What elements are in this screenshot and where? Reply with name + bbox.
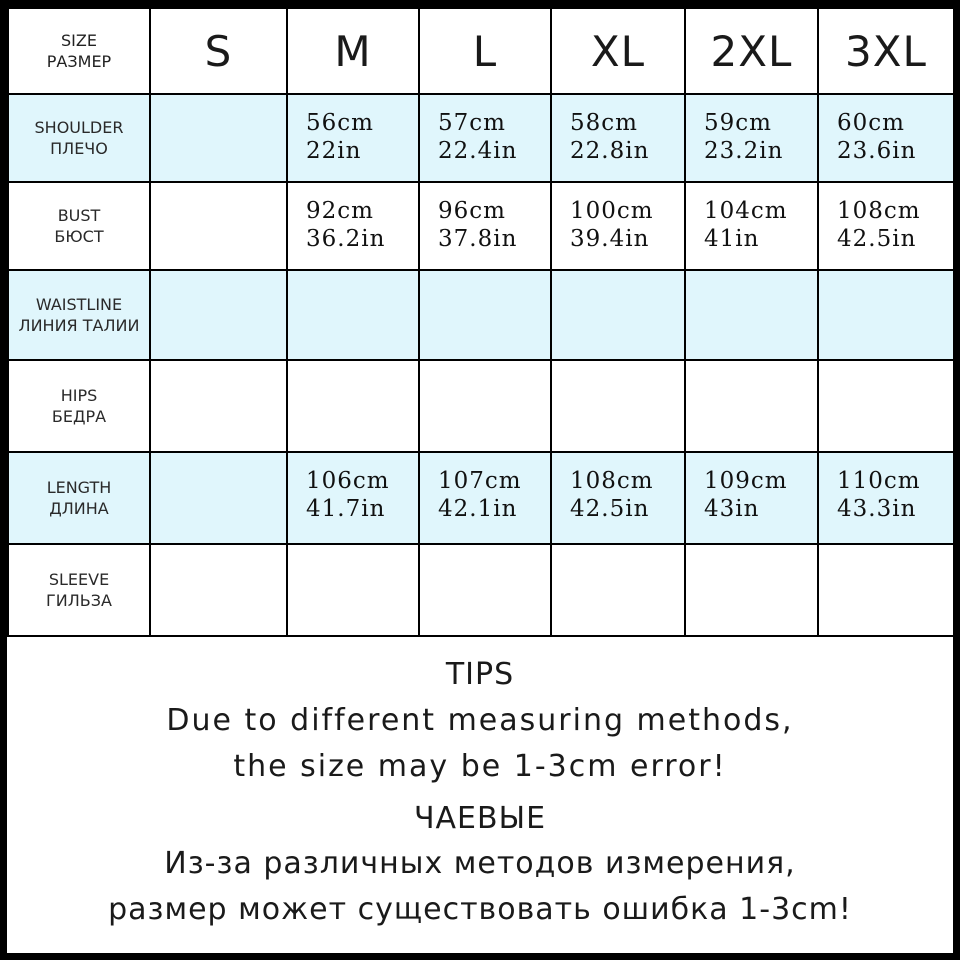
measurement-cell: [818, 360, 954, 452]
measurement-cell: [818, 94, 954, 182]
tips-title-ru: ЧАЕВЫЕ: [413, 801, 547, 836]
measurement-cell: [150, 182, 287, 270]
value-cm: 108cm: [570, 468, 654, 494]
row-label-cell: [8, 544, 150, 636]
size-chart: [7, 7, 953, 953]
value-cm: 57cm: [438, 110, 506, 136]
value-in: 36.2in: [306, 226, 386, 252]
value-cm: 104cm: [704, 198, 788, 224]
measurement-cell: [818, 270, 954, 360]
value-in: 41.7in: [306, 496, 386, 522]
measurement-row: [8, 360, 954, 452]
measurement-cell: [419, 270, 551, 360]
value-cm: 100cm: [570, 198, 654, 224]
row-label-cell: [8, 94, 150, 182]
value-in: 42.5in: [837, 226, 917, 252]
measurement-cell: [685, 544, 818, 636]
measurement-cell: [150, 360, 287, 452]
measurement-cell: [685, 360, 818, 452]
size-column-header: 2XL: [685, 8, 818, 94]
value-in: 39.4in: [570, 226, 650, 252]
row-label-ru: ГИЛЬЗА: [46, 591, 112, 610]
row-label-en: WAISTLINE: [35, 295, 123, 314]
row-label-ru: ДЛИНА: [49, 499, 109, 518]
value-cm: 106cm: [306, 468, 390, 494]
value-in: 37.8in: [438, 226, 518, 252]
measurement-cell: [818, 452, 954, 544]
size-header-cell: [8, 8, 150, 94]
tips-section: [7, 643, 953, 953]
measurement-cell: [685, 452, 818, 544]
measurement-cell: [818, 544, 954, 636]
measurement-row: [8, 452, 954, 544]
measurement-cell: [551, 452, 685, 544]
value-in: 42.1in: [438, 496, 518, 522]
measurement-cell: [150, 452, 287, 544]
measurement-cell: [551, 182, 685, 270]
value-cm: 109cm: [704, 468, 788, 494]
value-cm: 60cm: [837, 110, 905, 136]
row-label-en: HIPS: [60, 386, 98, 405]
measurement-cell: [551, 360, 685, 452]
measurement-cell: [287, 544, 419, 636]
value-cm: 107cm: [438, 468, 522, 494]
value-cm: 92cm: [306, 198, 374, 224]
row-label-ru: ЛИНИЯ ТАЛИИ: [18, 316, 140, 335]
measurement-cell: [419, 452, 551, 544]
tips-line1-ru: Из-за различных методов измерения,: [164, 846, 796, 881]
row-label-en: LENGTH: [46, 478, 112, 497]
value-in: 43.3in: [837, 496, 917, 522]
measurement-cell: [287, 270, 419, 360]
measurement-cell: [551, 270, 685, 360]
value-in: 23.6in: [837, 138, 917, 164]
size-column-header: M: [287, 8, 419, 94]
value-cm: 58cm: [570, 110, 638, 136]
value-cm: 108cm: [837, 198, 921, 224]
measurement-cell: [287, 182, 419, 270]
size-column-header: 3XL: [818, 8, 954, 94]
size-column-header: L: [419, 8, 551, 94]
tips-line2-ru: размер может существовать ошибка 1-3cm!: [108, 892, 852, 927]
row-label-en: SHOULDER: [34, 118, 124, 137]
row-label-ru: ПЛЕЧО: [50, 139, 108, 158]
measurement-cell: [150, 270, 287, 360]
measurement-cell: [551, 544, 685, 636]
measurement-row: [8, 94, 954, 182]
size-column-header: XL: [551, 8, 685, 94]
measurement-cell: [685, 182, 818, 270]
value-in: 41in: [704, 226, 760, 252]
measurement-cell: [685, 94, 818, 182]
tips-line1-en: Due to different measuring methods,: [166, 703, 794, 738]
value-in: 23.2in: [704, 138, 784, 164]
value-cm: 59cm: [704, 110, 772, 136]
header-row: [8, 8, 954, 94]
value-in: 42.5in: [570, 496, 650, 522]
size-label-ru: РАЗМЕР: [46, 52, 112, 71]
tips-line2-en: the size may be 1-3cm error!: [233, 749, 727, 784]
measurement-cell: [287, 94, 419, 182]
measurement-cell: [419, 182, 551, 270]
measurement-cell: [150, 544, 287, 636]
row-label-cell: [8, 360, 150, 452]
measurement-cell: [287, 360, 419, 452]
size-table: [7, 7, 955, 637]
value-in: 43in: [704, 496, 760, 522]
measurement-cell: [685, 270, 818, 360]
measurement-cell: [419, 94, 551, 182]
measurement-row: [8, 182, 954, 270]
value-in: 22.4in: [438, 138, 518, 164]
row-label-ru: БЮСТ: [54, 227, 104, 246]
row-label-ru: БЕДРА: [51, 407, 107, 426]
measurement-cell: [818, 182, 954, 270]
measurement-cell: [287, 452, 419, 544]
value-cm: 56cm: [306, 110, 374, 136]
row-label-en: BUST: [57, 206, 101, 225]
value-cm: 96cm: [438, 198, 506, 224]
measurement-cell: [551, 94, 685, 182]
measurement-cell: [150, 94, 287, 182]
size-label-en: SIZE: [61, 31, 97, 50]
row-label-cell: [8, 270, 150, 360]
row-label-cell: [8, 182, 150, 270]
value-in: 22.8in: [570, 138, 650, 164]
size-column-header: S: [150, 8, 287, 94]
row-label-en: SLEEVE: [48, 570, 110, 589]
tips-title-en: TIPS: [445, 657, 515, 692]
value-cm: 110cm: [837, 468, 921, 494]
measurement-row: [8, 270, 954, 360]
row-label-cell: [8, 452, 150, 544]
value-in: 22in: [306, 138, 362, 164]
measurement-cell: [419, 544, 551, 636]
measurement-cell: [419, 360, 551, 452]
measurement-row: [8, 544, 954, 636]
